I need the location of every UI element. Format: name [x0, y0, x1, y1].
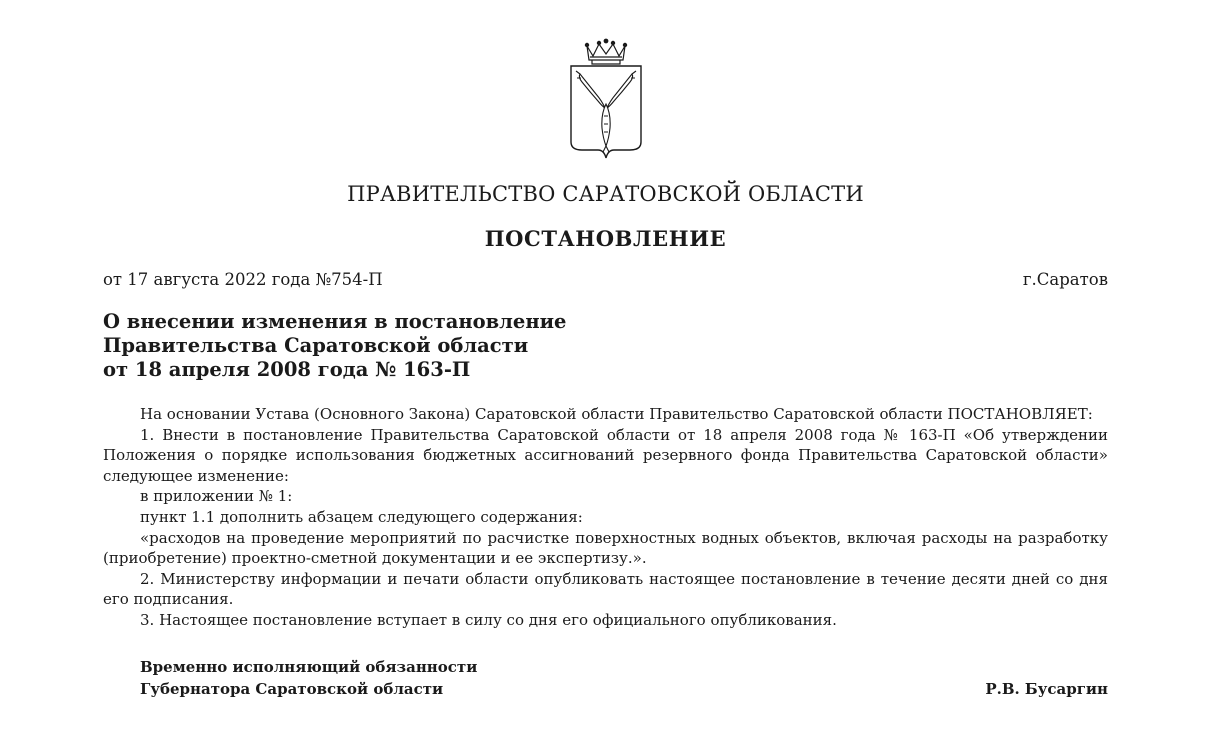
body-paragraph: пункт 1.1 дополнить абзацем следующего содержания: [140, 507, 583, 526]
body-paragraph: в приложении № 1: [140, 487, 293, 506]
document-city: г.Саратов [1022, 270, 1108, 289]
signature-block [140, 656, 1108, 700]
saratov-coat-of-arms-icon [566, 38, 646, 162]
document-meta [103, 270, 1108, 289]
body-paragraph: 3. Настоящее постановление вступает в силу со дня его официального опубликования. [140, 610, 837, 629]
document-title [103, 310, 803, 382]
body-paragraph: На основании Устава (Основного Закона) Саратовской области Правительство Саратовской области ПОСТАНОВЛЯЕТ: [140, 405, 1093, 423]
title-line: О внесении изменения в постановление [103, 310, 567, 333]
body-paragraph: 1. Внести в постановление Правительства Саратовской области от 18 апреля 2008 года № 163-П «Об утверждении Положения о порядке использования бюджетных ассигнований резервного фонда Правительства Саратовской области» следующее изменение: [103, 425, 1108, 485]
body-paragraph: 2. Министерству информации и печати области опубликовать настоящее постановление в течение десяти дней со дня его подписания. [103, 569, 1108, 609]
document-type: ПОСТАНОВЛЕНИЕ [484, 226, 727, 251]
document-date-number: от 17 августа 2022 года №754-П [103, 270, 383, 289]
government-name: ПРАВИТЕЛЬСТВО САРАТОВСКОЙ ОБЛАСТИ [347, 182, 864, 206]
signatory-name: Р.В. Бусаргин [985, 680, 1108, 698]
signatory-position: Губернатора Саратовской области [140, 680, 444, 698]
title-line: Правительства Саратовской области [103, 334, 529, 357]
document-body [103, 404, 1108, 631]
signatory-position: Временно исполняющий обязанности [140, 658, 478, 676]
body-paragraph: «расходов на проведение мероприятий по расчистке поверхностных водных объектов, включая расходы на разработку (приобретение) проектно-сметной документации и ее экспертизу.». [103, 528, 1108, 568]
title-line: от 18 апреля 2008 года № 163-П [103, 358, 471, 381]
